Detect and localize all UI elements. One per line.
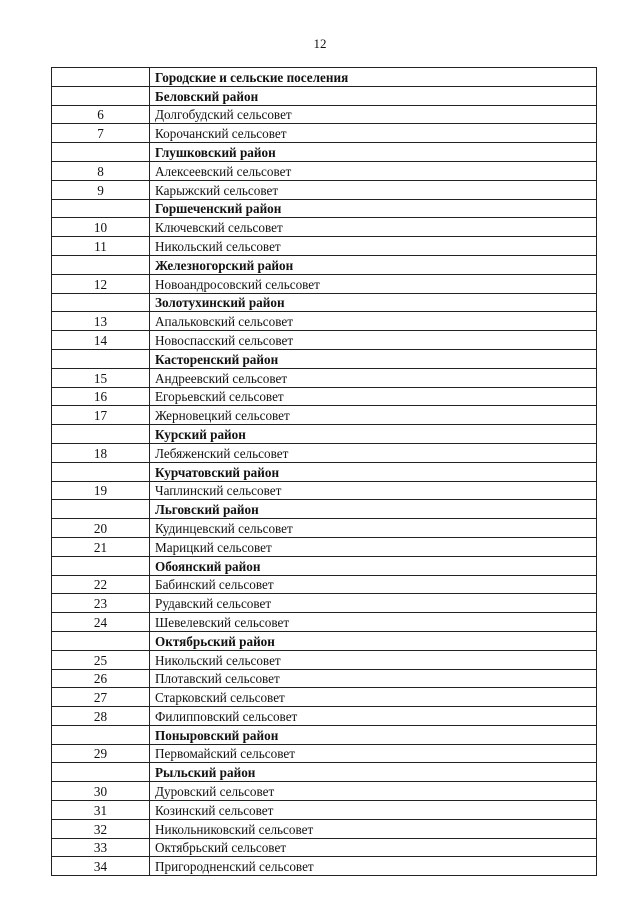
district-heading-row — [52, 86, 597, 105]
settlement-row — [52, 650, 597, 669]
row-number-cell: 21 — [52, 537, 150, 556]
page-number: 12 — [313, 36, 327, 51]
settlements-table — [51, 67, 597, 876]
settlement-name-cell: Никольниковский сельсовет — [150, 819, 597, 838]
settlement-row — [52, 406, 597, 425]
settlement-name-cell: Лебяженский сельсовет — [150, 443, 597, 462]
district-name-cell: Касторенский район — [150, 349, 597, 368]
row-number-cell: 13 — [52, 312, 150, 331]
settlement-name-cell: Жерновецкий сельсовет — [150, 406, 597, 425]
district-name-cell: Поныровский район — [150, 725, 597, 744]
settlement-row — [52, 218, 597, 237]
settlement-row — [52, 669, 597, 688]
district-heading-row — [52, 462, 597, 481]
settlement-row — [52, 537, 597, 556]
settlement-name-cell: Ключевский сельсовет — [150, 218, 597, 237]
row-number-cell: 16 — [52, 387, 150, 406]
settlement-name-cell: Егорьевский сельсовет — [150, 387, 597, 406]
row-number-cell — [52, 199, 150, 218]
settlement-row — [52, 312, 597, 331]
row-number-cell: 17 — [52, 406, 150, 425]
settlement-name-cell: Никольский сельсовет — [150, 237, 597, 256]
settlement-row — [52, 443, 597, 462]
settlement-row — [52, 105, 597, 124]
row-number-cell: 30 — [52, 782, 150, 801]
row-number-cell — [52, 86, 150, 105]
row-number-cell — [52, 725, 150, 744]
district-name-cell: Курский район — [150, 425, 597, 444]
row-number-cell: 8 — [52, 161, 150, 180]
district-heading-row — [52, 255, 597, 274]
district-name-cell: Железногорский район — [150, 255, 597, 274]
settlement-name-cell: Козинский сельсовет — [150, 801, 597, 820]
row-number-cell: 32 — [52, 819, 150, 838]
settlement-row — [52, 331, 597, 350]
settlement-name-cell: Бабинский сельсовет — [150, 575, 597, 594]
row-number-cell: 23 — [52, 594, 150, 613]
district-heading-row — [52, 631, 597, 650]
settlement-row — [52, 857, 597, 876]
row-number-cell: 31 — [52, 801, 150, 820]
row-number-cell — [52, 556, 150, 575]
row-number-cell — [52, 500, 150, 519]
row-number-cell: 15 — [52, 368, 150, 387]
settlement-name-cell: Кудинцевский сельсовет — [150, 519, 597, 538]
district-name-cell: Октябрьский район — [150, 631, 597, 650]
settlement-name-cell: Новоспасский сельсовет — [150, 331, 597, 350]
row-number-cell: 12 — [52, 274, 150, 293]
district-heading-row — [52, 425, 597, 444]
settlement-name-cell: Апальковский сельсовет — [150, 312, 597, 331]
row-number-cell: 11 — [52, 237, 150, 256]
row-number-cell: 6 — [52, 105, 150, 124]
settlement-name-cell: Долгобудский сельсовет — [150, 105, 597, 124]
district-name-cell: Льговский район — [150, 500, 597, 519]
settlement-name-cell: Старковский сельсовет — [150, 688, 597, 707]
settlement-name-cell: Новоандросовский сельсовет — [150, 274, 597, 293]
district-heading-row — [52, 293, 597, 312]
district-heading-row — [52, 763, 597, 782]
settlement-row — [52, 782, 597, 801]
row-number-cell — [52, 143, 150, 162]
row-number-cell: 9 — [52, 180, 150, 199]
row-number-cell — [52, 462, 150, 481]
district-heading-row — [52, 556, 597, 575]
row-number-cell: 22 — [52, 575, 150, 594]
settlement-name-cell: Пригородненский сельсовет — [150, 857, 597, 876]
settlement-row — [52, 688, 597, 707]
settlement-name-cell: Андреевский сельсовет — [150, 368, 597, 387]
settlement-row — [52, 613, 597, 632]
district-name-cell: Беловский район — [150, 86, 597, 105]
row-number-cell — [52, 293, 150, 312]
settlement-name-cell: Алексеевский сельсовет — [150, 161, 597, 180]
district-name-cell: Курчатовский район — [150, 462, 597, 481]
row-number-cell — [52, 255, 150, 274]
header-title-cell: Городские и сельские поселения — [150, 68, 597, 87]
row-number-cell: 29 — [52, 744, 150, 763]
settlement-name-cell: Карыжский сельсовет — [150, 180, 597, 199]
row-number-cell — [52, 631, 150, 650]
district-name-cell: Золотухинский район — [150, 293, 597, 312]
settlement-row — [52, 575, 597, 594]
settlement-row — [52, 161, 597, 180]
row-number-cell: 26 — [52, 669, 150, 688]
row-number-cell — [52, 763, 150, 782]
row-number-cell: 19 — [52, 481, 150, 500]
row-number-cell: 28 — [52, 707, 150, 726]
settlement-row — [52, 519, 597, 538]
district-heading-row — [52, 143, 597, 162]
settlement-name-cell: Никольский сельсовет — [150, 650, 597, 669]
row-number-cell — [52, 349, 150, 368]
row-number-cell: 10 — [52, 218, 150, 237]
settlement-row — [52, 180, 597, 199]
district-heading-row — [52, 349, 597, 368]
row-number-cell: 14 — [52, 331, 150, 350]
settlement-row — [52, 237, 597, 256]
district-name-cell: Рыльский район — [150, 763, 597, 782]
row-number-cell: 33 — [52, 838, 150, 857]
settlement-row — [52, 368, 597, 387]
settlement-row — [52, 838, 597, 857]
row-number-cell: 18 — [52, 443, 150, 462]
settlement-row — [52, 819, 597, 838]
settlement-row — [52, 744, 597, 763]
settlement-name-cell: Филипповский сельсовет — [150, 707, 597, 726]
settlement-name-cell: Плотавский сельсовет — [150, 669, 597, 688]
district-heading-row — [52, 725, 597, 744]
settlement-name-cell: Первомайский сельсовет — [150, 744, 597, 763]
table-header-row — [52, 68, 597, 87]
settlement-row — [52, 124, 597, 143]
settlement-name-cell: Шевелевский сельсовет — [150, 613, 597, 632]
settlement-name-cell: Чаплинский сельсовет — [150, 481, 597, 500]
row-number-cell: 34 — [52, 857, 150, 876]
district-name-cell: Глушковский район — [150, 143, 597, 162]
settlement-name-cell: Рудавский сельсовет — [150, 594, 597, 613]
settlement-row — [52, 801, 597, 820]
row-number-cell: 7 — [52, 124, 150, 143]
row-number-cell: 25 — [52, 650, 150, 669]
settlement-row — [52, 274, 597, 293]
district-heading-row — [52, 199, 597, 218]
row-number-cell: 24 — [52, 613, 150, 632]
settlement-name-cell: Октябрьский сельсовет — [150, 838, 597, 857]
row-number-cell — [52, 425, 150, 444]
settlement-row — [52, 707, 597, 726]
settlement-name-cell: Дуровский сельсовет — [150, 782, 597, 801]
settlement-row — [52, 481, 597, 500]
settlement-name-cell: Корочанский сельсовет — [150, 124, 597, 143]
district-name-cell: Обоянский район — [150, 556, 597, 575]
settlement-row — [52, 387, 597, 406]
settlement-row — [52, 594, 597, 613]
row-number-cell: 27 — [52, 688, 150, 707]
settlement-name-cell: Марицкий сельсовет — [150, 537, 597, 556]
header-number-cell — [52, 68, 150, 87]
district-heading-row — [52, 500, 597, 519]
district-name-cell: Горшеченский район — [150, 199, 597, 218]
row-number-cell: 20 — [52, 519, 150, 538]
